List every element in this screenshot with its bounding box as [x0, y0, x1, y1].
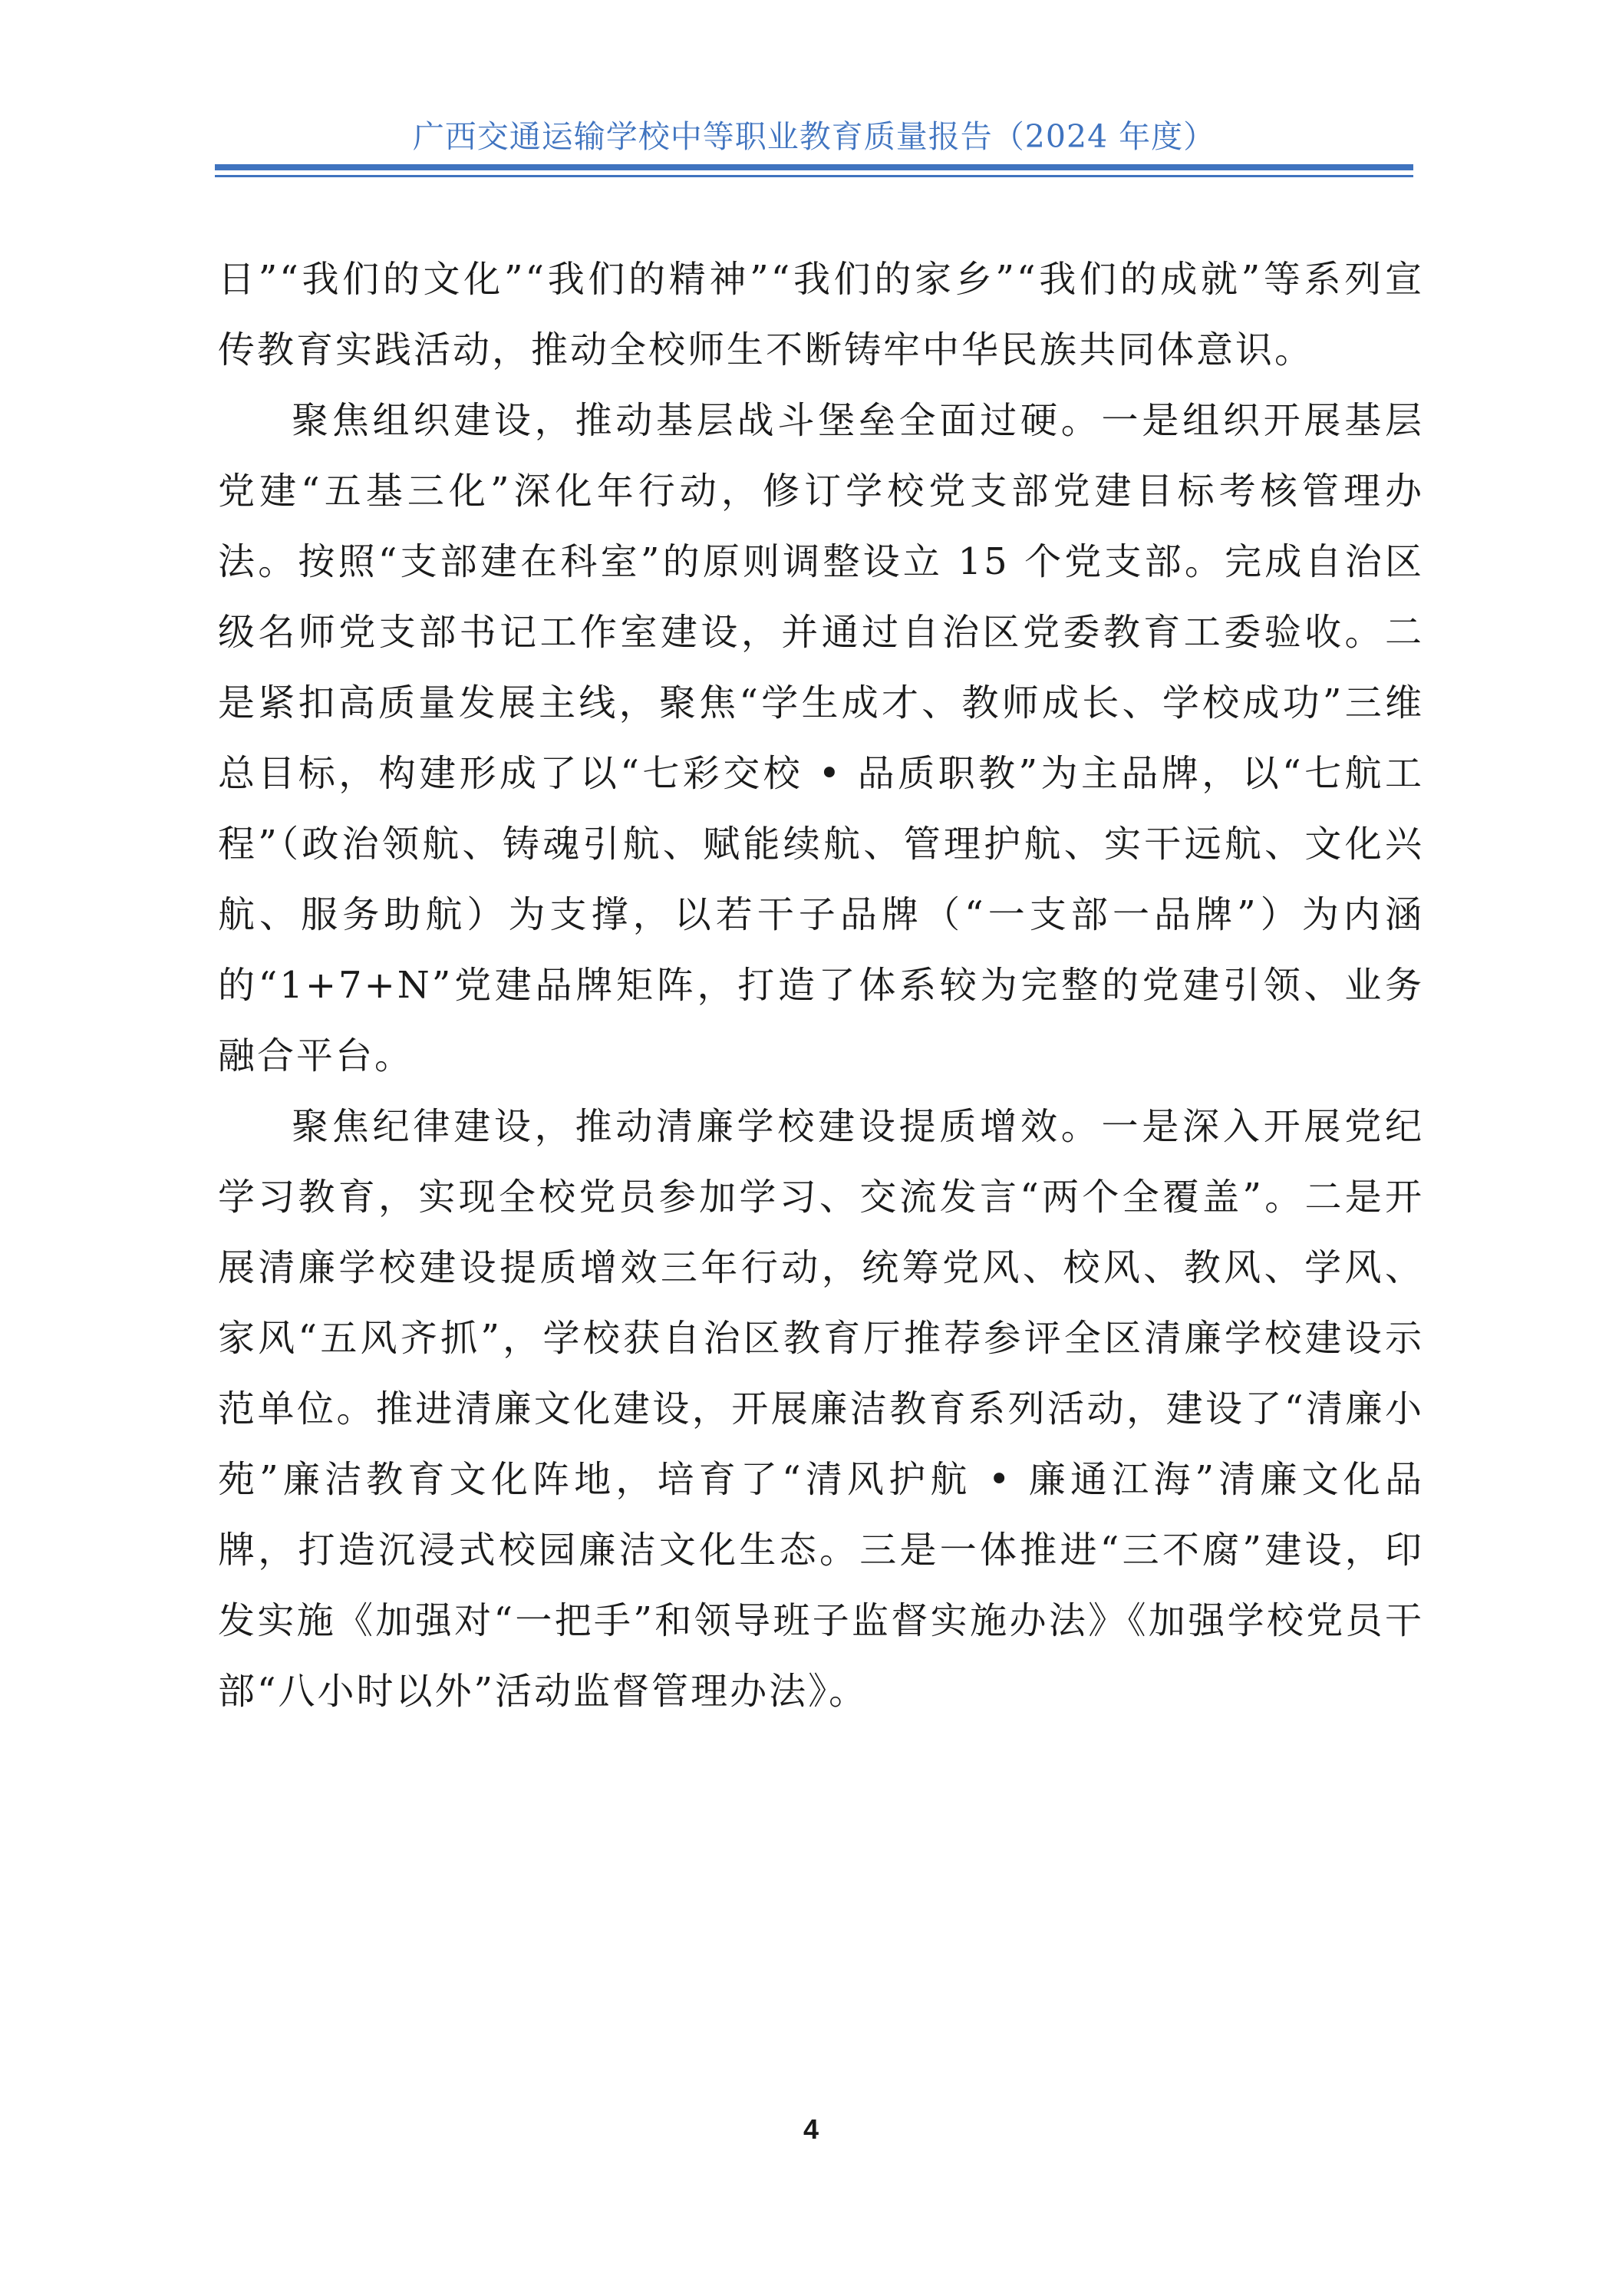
header-rule-thick: [215, 164, 1413, 170]
report-title: 广西交通运输学校中等职业教育质量报告（2024 年度）: [412, 118, 1216, 155]
paragraph-organization: 聚焦组织建设，推动基层战斗堡垒全面过硬。一是组织开展基层党建“五基三化”深化年行动，修订学校党支部党建目标考核管理办法。按照“支部建在科室”的原则调整设立 15 个党支部。完成自治区级名师党支部书记工作室建设，并通过自治区党委教育工委验收。二是紧扣高质量发展主线，聚焦“学生成才、教师成长、学校成功”三维总目标，构建形成了以“七彩交校 • 品质职教”为主品牌，以“七航工程”（政治领航、铸魂引航、赋能续航、管理护航、实干远航、文化兴航、服务助航）为支撑，以若干子品牌（“一支部一品牌”）为内涵的“1+7+N”党建品牌矩阵，打造了体系较为完整的党建引领、业务融合平台。: [218, 399, 1424, 1077]
body-text: [218, 244, 1424, 1727]
running-header: [215, 114, 1413, 160]
paragraph-discipline: 聚焦纪律建设，推动清廉学校建设提质增效。一是深入开展党纪学习教育，实现全校党员参加学习、交流发言“两个全覆盖”。二是开展清廉学校建设提质增效三年行动，统筹党风、校风、教风、学风、家风“五风齐抓”，学校获自治区教育厅推荐参评全区清廉学校建设示范单位。推进清廉文化建设，开展廉洁教育系列活动，建设了“清廉小苑”廉洁教育文化阵地，培育了“清风护航 • 廉通江海”清廉文化品牌，打造沉浸式校园廉洁文化生态。三是一体推进“三不腐”建设，印发实施《加强对“一把手”和领导班子监督实施办法》《加强学校党员干部“八小时以外”活动监督管理办法》。: [218, 1105, 1424, 1713]
page-number: 4: [803, 2113, 819, 2145]
paragraph-continuation: 日”“我们的文化”“我们的精神”“我们的家乡”“我们的成就”等系列宣传教育实践活动，推动全校师生不断铸牢中华民族共同体意识。: [218, 258, 1424, 371]
header-rule-thin: [215, 175, 1413, 177]
